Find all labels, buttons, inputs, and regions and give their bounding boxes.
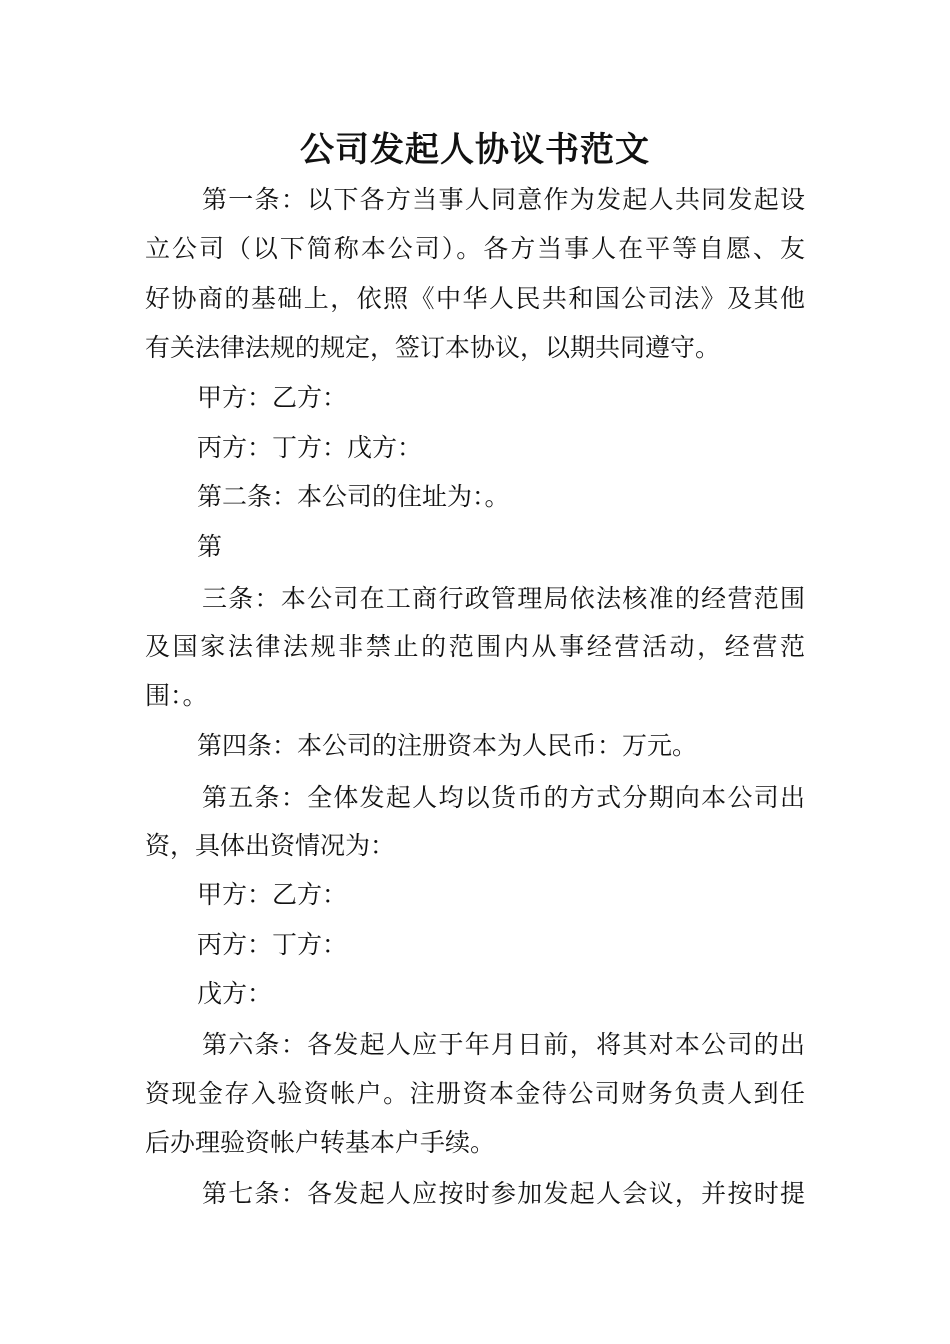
text-line: 围：。 [145, 681, 208, 710]
text-line: 第一条：以下各方当事人同意作为发起人共同发起设 [202, 185, 805, 214]
text-line: 第二条：本公司的住址为：。 [197, 482, 510, 511]
text-line: 资现金存入验资帐户。注册资本金待公司财务负责人到任 [145, 1079, 805, 1108]
text-line: 甲方：乙方： [197, 880, 348, 909]
text-line: 后办理验资帐户转基本户手续。 [145, 1128, 496, 1157]
text-line: 第七条：各发起人应按时参加发起人会议，并按时提 [202, 1179, 805, 1208]
text-line: 及国家法律法规非禁止的范围内从事经营活动，经营范 [145, 632, 805, 661]
text-line: 甲方：乙方： [197, 383, 348, 412]
text-line: 第六条：各发起人应于年月日前，将其对本公司的出 [202, 1030, 805, 1059]
text-line: 丙方：丁方： [197, 930, 348, 959]
document-title: 公司发起人协议书范文 [300, 130, 650, 170]
text-line: 第五条：全体发起人均以货币的方式分期向本公司出 [202, 783, 805, 812]
text-line: 有关法律法规的规定，签订本协议，以期共同遵守。 [145, 333, 721, 362]
text-line: 立公司（以下简称本公司）。各方当事人在平等自愿、友 [145, 234, 805, 263]
text-line: 第四条：本公司的注册资本为人民币：万元。 [197, 731, 698, 760]
text-line: 资，具体出资情况为： [145, 831, 396, 860]
text-line: 戊方： [197, 979, 273, 1008]
text-line: 第 [197, 532, 223, 561]
text-line: 丙方：丁方：戊方： [197, 433, 423, 462]
text-line: 三条：本公司在工商行政管理局依法核准的经营范围 [202, 584, 805, 613]
text-line: 好协商的基础上，依照《中华人民共和国公司法》及其他 [145, 284, 805, 313]
